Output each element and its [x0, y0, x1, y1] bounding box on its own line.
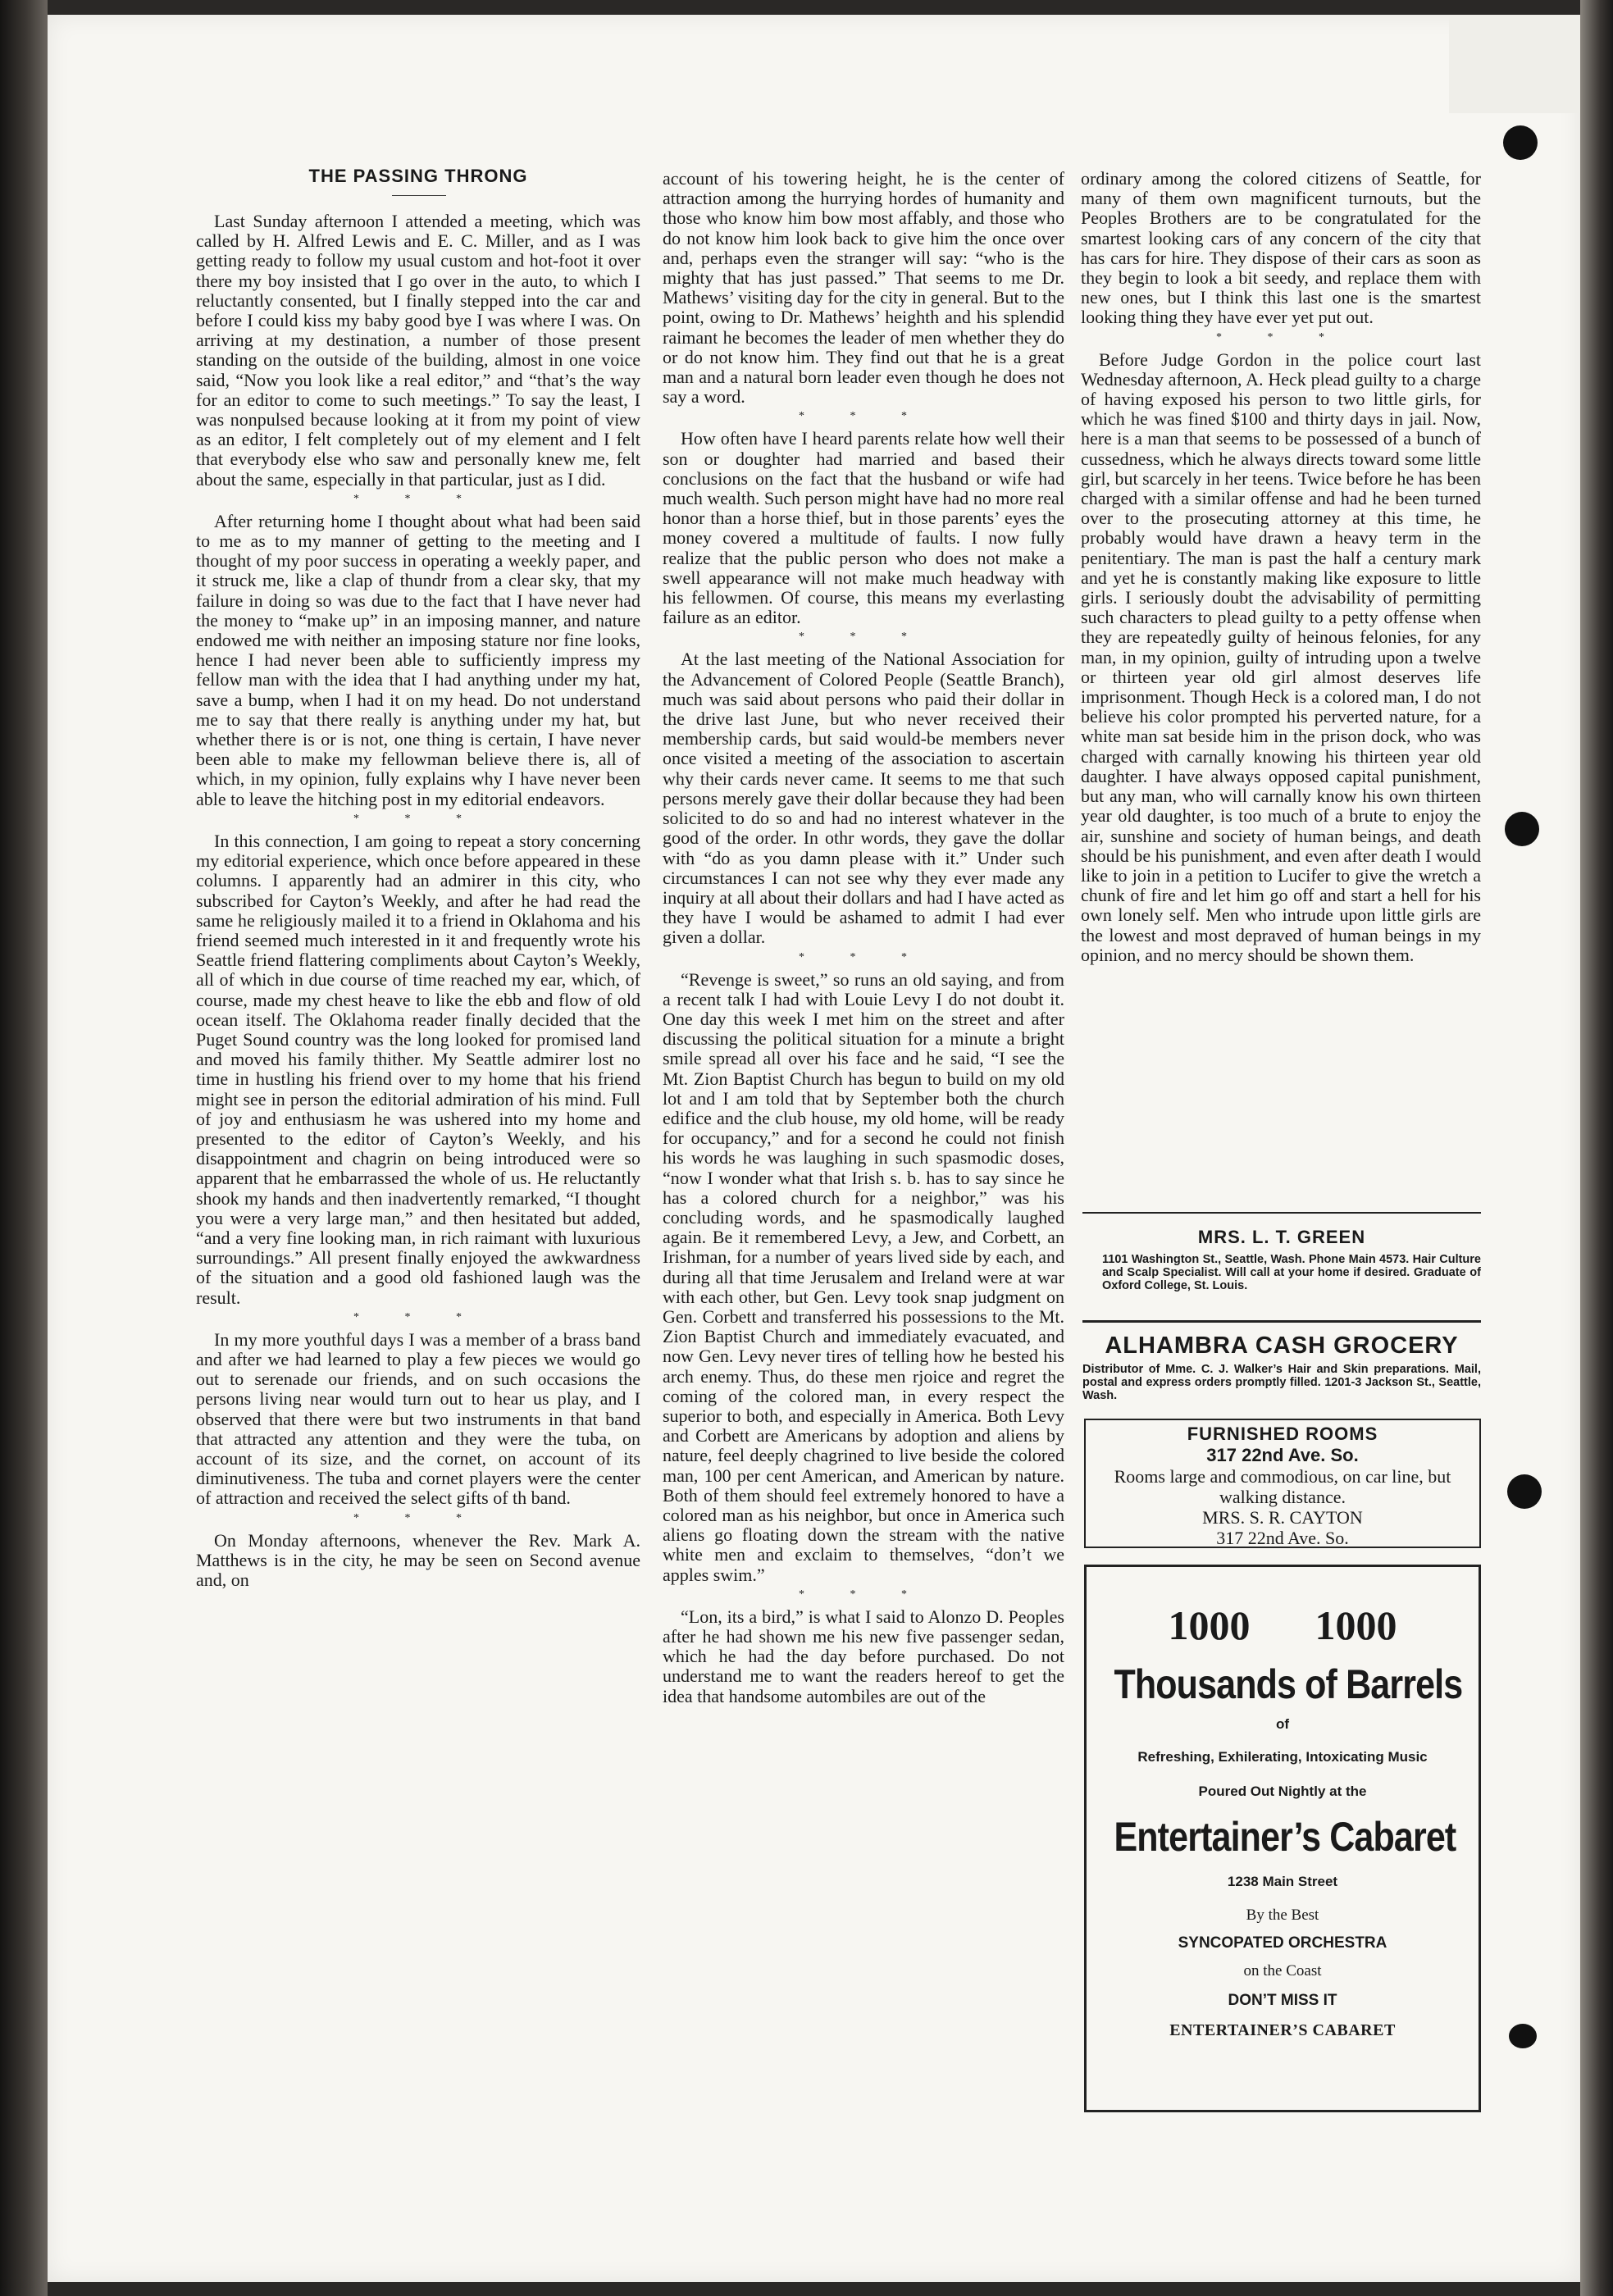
article-column-3 — [1081, 169, 1481, 1251]
title-rule — [392, 195, 446, 196]
punch-hole-4 — [1509, 2024, 1537, 2048]
ad-furnished-rooms — [1084, 1419, 1481, 1548]
section-separator: * * * — [353, 492, 483, 505]
paragraph: “Revenge is sweet,” so runs an old saying, and from a recent talk I had with Louie Levy I do not doubt it. One day this week I met him on the street and after discussing the political situation for a minute a bright smile spread all over his face and he said, “I see the Mt. Zion Baptist Church has begun to build on my old lot and I am told that by September both the church edifice and the club house, my old home, will be ready for occupancy,” and for a second he could not finish his words he was laughing in such spasmodic doses, “now I wonder what that Irish s. b. has to say since he has a colored church for a neighbor,” was his concluding words, and he spasmodically laughed again. Be it remembered Levy, a Jew, and Corbett, an Irishman, for a number of years lived side by each, and during all that time Jerusalem and Ireland were at war with each other, but Gen. Levy took snap judgment on Gen. Corbett and transferred his possessions to the Mt. Zion Baptist Church and immediately evacuated, and now Gen. Levy never tires of telling how he bested his arch enemy. Thus, do these men rjoice and regret the coming of the colored man, in every respect the superior to both, and especially in America. Both Levy and Corbett are Americans by adoption and aliens by nature, feel deeply chagrined to live beside the colored man, 100 per cent American, and American by nature. Both of them should feel extremely honored to have a colored man as his neighbor, but once in America such aliens go floating down the stream with the native white men and exclaim to themselves, “don’t we apples swim.” — [663, 968, 1064, 1585]
ad-entertainers-cabaret — [1084, 1565, 1481, 2112]
ad-cabaret-line2: Poured Out Nightly at the — [1198, 1784, 1367, 1799]
paragraph: account of his towering height, he is the center of attraction among the hurrying hordes of humanity and those who know him bow most affably, and those who do not know him look back to give him the once over and, perhaps even the stranger will say: “who is the mighty that has just passed.” That seems to me Dr. Mathews’ visiting day for the city in general. But to the point, owing to Dr. Mathews’ heighth and his splendid raimant he becomes the leader of men whether they do or do not know him. They find out that he is a great man and a natural born leader even though he does not say a word. — [663, 169, 1064, 408]
section-separator: * * * — [1216, 330, 1346, 344]
article-title: THE PASSING THRONG — [308, 166, 528, 186]
ad-alhambra-text: Distributor of Mme. C. J. Walker’s Hair and Skin preparations. Mail, postal and express orders promptly filled. 1201-3 Jackson St., Seattle, Wash. — [1082, 1363, 1481, 1402]
ad-cabaret-line3: By the Best — [1246, 1906, 1319, 1924]
ad-cabaret-numbers — [1087, 1601, 1479, 1649]
ad-cabaret-number-left: 1000 — [1168, 1602, 1251, 1648]
paragraph: Last Sunday afternoon I attended a meeting, which was called by H. Alfred Lewis and E. C. Miller, and as I was getting ready to follow my usual custom and hot-foot it over there my boy insisted that I go over in the auto, to which I reluctantly consented, but I finally stepped into the car and before I could kiss my baby good bye I was where I was. On arriving at my destination, a number of those present standing on the outside of the building, almost in one voice said, “Now you look like a real editor,” and “that’s the way for an editor to come to such meetings.” To say the least, I was nonpulsed because looking at it from my point of view as an editor, I felt completely out of my element and I felt that everybody else who saw and personally knew me, felt about the same, especially in that particular, just as I did. — [196, 212, 640, 490]
ad-green-text: 1101 Washington St., Seattle, Wash. Phone Main 4573. Hair Culture and Scalp Specialist. Will call at your home if desired. Graduate of Oxford College, St. Louis. — [1102, 1253, 1481, 1292]
section-separator: * * * — [799, 631, 928, 644]
section-separator: * * * — [799, 410, 928, 423]
ad-cabaret-line5: on the Coast — [1243, 1962, 1322, 1979]
article-column-1 — [196, 212, 640, 2180]
paragraph: How often have I heard parents relate how well their son or doughter had married and based their conclusions on the fact that the husband or wife had much wealth. Such person might have had no more real honor than a horse thief, but in those parents’ eyes the money covered a multitude of faults. I now fully realize that the public person who does not make a swell appearance will not make much headway with his fellowmen. Of course, this means my everlasting failure as an editor. — [663, 428, 1064, 628]
ad-divider — [1082, 1212, 1481, 1214]
section-separator: * * * — [799, 950, 928, 963]
section-separator: * * * — [799, 1588, 928, 1601]
ad-green — [1082, 1212, 1481, 1292]
ad-divider — [1082, 1320, 1481, 1323]
ad-cabaret-line7: ENTERTAINER’S CABARET — [1169, 2021, 1396, 2039]
ad-cabaret-number-right: 1000 — [1315, 1602, 1397, 1648]
ad-rooms-name: MRS. S. R. CAYTON — [1202, 1507, 1363, 1528]
punch-hole-3 — [1507, 1474, 1542, 1509]
ad-alhambra — [1082, 1320, 1481, 1402]
paragraph: In this connection, I am going to repeat a story concerning my editorial experience, which once before appeared in these columns. I apparently had an admirer in this city, who subscribed for Cayton’s Weekly, and after he had read the same he religiously mailed it to a friend in Oklahoma and his friend seemed much interested in it and frequently wrote his Seattle friend flattering compliments about Cayton’s Weekly, all of which in due course of time reached my ear, which, of course, made my chest heave to like the ebb and flow of old ocean itself. The Oklahoma reader finally decided that the Puget Sound country was the long looked for promised land and moved his family thither. My Seattle admirer lost no time in hustling his friend over to my home that his friend might see in person the editorial admiration of his mind. Full of joy and enthusiasm he was ushered into my home and presented to the editor of Cayton’s Weekly, and his disappointment and chagrin on being introduced were so apparent that he embarrassed the whole of us. He reluctantly shook my hands and then inadvertently remarked, “I thought you were a very large man,” and then hesitated but added, “and a very fine looking man, in rich raimant with luxurious surroundings.” All present finally enjoyed the awkwardness of the situation and a good old fashioned laugh was the result. — [196, 830, 640, 1308]
paragraph: “Lon, its a bird,” is what I said to Alonzo D. Peoples after he had shown me his new five passenger sedan, which he had the day before purchased. Do not understand me to want the readers hereof to get the idea that handsome autombiles are out of the — [663, 1606, 1064, 1706]
ad-cabaret-line6: DON’T MISS IT — [1228, 1992, 1337, 2009]
ad-rooms-text: Rooms large and commodious, on car line, but walking distance. — [1114, 1466, 1451, 1507]
ad-rooms-head: FURNISHED ROOMS — [1187, 1424, 1378, 1444]
scan-edge-left — [0, 0, 48, 2296]
ad-cabaret-address: 1238 Main Street — [1227, 1874, 1338, 1889]
ad-alhambra-name: ALHAMBRA CASH GROCERY — [1105, 1332, 1459, 1359]
ad-cabaret-name: Entertainer’s Cabaret — [1114, 1814, 1456, 1860]
section-separator: * * * — [353, 1511, 483, 1524]
paragraph: At the last meeting of the National Association for the Advancement of Colored People (Seattle Branch), much was said about persons who paid their dollar in the drive last June, but who never received their membership cards, but said would-be members never once visited a meeting of the association to ascertain why their cards never came. It seems to me that such persons merely gave their dollar because they had been solicited to do so and had no interest whatever in the good of the order. In othr words, they gave the dollar with “do as you damn please with it.” Under such circumstances I can not see why they ever made any inquiry at all about their dollars and had I have acted as they have I would be ashamed to admit I had ever given a dollar. — [663, 649, 1064, 948]
section-separator: * * * — [353, 812, 483, 825]
article-column-2 — [663, 169, 1064, 2129]
ad-cabaret-of: of — [1275, 1716, 1290, 1732]
section-separator: * * * — [353, 1310, 483, 1323]
paragraph: Before Judge Gordon in the police court last Wednesday afternoon, A. Heck plead guilty to a charge of having exposed his person to two little girls, for which he was fined $100 and thirty days in jail. Now, here is a man that seems to be possessed of a bunch of cussedness, which he always directs toward some little girl, but scarcely in her teens. Twice before he has been charged with a similar offense and had he been turned over to the prosecuting attorney at this time, he probably would have drawn a heavy term in the penitentiary. The man is past the half a century mark and yet he is constantly making like exposure to little girls. I seriously doubt the advisability of permitting such characters to plead guilty to a petty offense when they are repeatedly guilty of heinous felonies, for any man, in my opinion, guilty of intruding upon a twelve or thirteen year old girl almost deserves life imprisonment. Though Heck is a colored man, I do not believe his color prompted his perverted nature, for a white man sat beside him in the prison dock, who was charged with carnally knowing his thirteen year old daughter. I have always opposed capital punishment, but any man, who will carnally know his own thirteen year old daughter, is too much of a brute to enjoy the air, sunshine and society of human beings, and death should be his punishment, and even after death I would like to join in a petition to Lucifer to give the wretch a chunk of fire and let him go off and start a hell for his own lonely self. Men who intrude upon little girls are the lowest and most depraved of human beings in my opinion, and no mercy should be shown them. — [1081, 348, 1481, 965]
paragraph: ordinary among the colored citizens of Seattle, for many of them own magnificent turnouts, but the Peoples Brothers are to be congratulated for the smartest looking cars of any concern of the city that has cars for hire. They dispose of their cars as soon as they begin to look a bit seedy, and replace them with new ones, but I think this last one is the smartest looking thing they have ever yet put out. — [1081, 169, 1481, 328]
paragraph: On Monday afternoons, whenever the Rev. Mark A. Matthews is in the city, he may be seen on Second avenue and, on — [196, 1529, 640, 1590]
ad-cabaret-line4: SYNCOPATED ORCHESTRA — [1178, 1934, 1387, 1952]
page-corner — [1449, 15, 1580, 113]
ad-rooms-address: 317 22nd Ave. So. — [1206, 1445, 1359, 1465]
ad-rooms-address-2: 317 22nd Ave. So. — [1216, 1528, 1349, 1548]
scan-edge-right — [1580, 0, 1613, 2296]
ad-cabaret-headline: Thousands of Barrels — [1114, 1661, 1463, 1707]
punch-hole-1 — [1503, 125, 1538, 160]
ad-cabaret-line1: Refreshing, Exhilerating, Intoxicating Music — [1137, 1749, 1428, 1765]
paragraph: After returning home I thought about what had been said to me as to my manner of getting to the meeting and I thought of my poor success in operating a weekly paper, and it struck me, like a clap of thundr from a clear sky, that my failure in doing so was due to the fact that I have never had the money to “make up” in an imposing manner, and nature endowed me with neither an imposing stature nor fine looks, hence I had never been able to sufficiently impress my fellow man with the idea that I had anything under my hat, save a bump, when I had it on my head. Do not understand me to say that there really is anything under my hat, but whether there is or is not, one thing is certain, I have never been able to make my fellowman believe there is, all of which, in my opinion, fully explains why I have never been able to leave the hitching post in my editorial endeavors. — [196, 510, 640, 809]
ad-green-name: MRS. L. T. GREEN — [1197, 1227, 1366, 1247]
punch-hole-2 — [1505, 812, 1539, 846]
paragraph: In my more youthful days I was a member of a brass band and after we had learned to play a few pieces we would go out to serenade our friends, and on such occasions the persons living near would turn out to hear us play, and I observed that there were but two instruments in that band that attracted any attention and they were the tuba, on account of its size, and the cornet, on account of its diminutiveness. The tuba and cornet players were the center of attraction and received the select gifts of th band. — [196, 1328, 640, 1509]
